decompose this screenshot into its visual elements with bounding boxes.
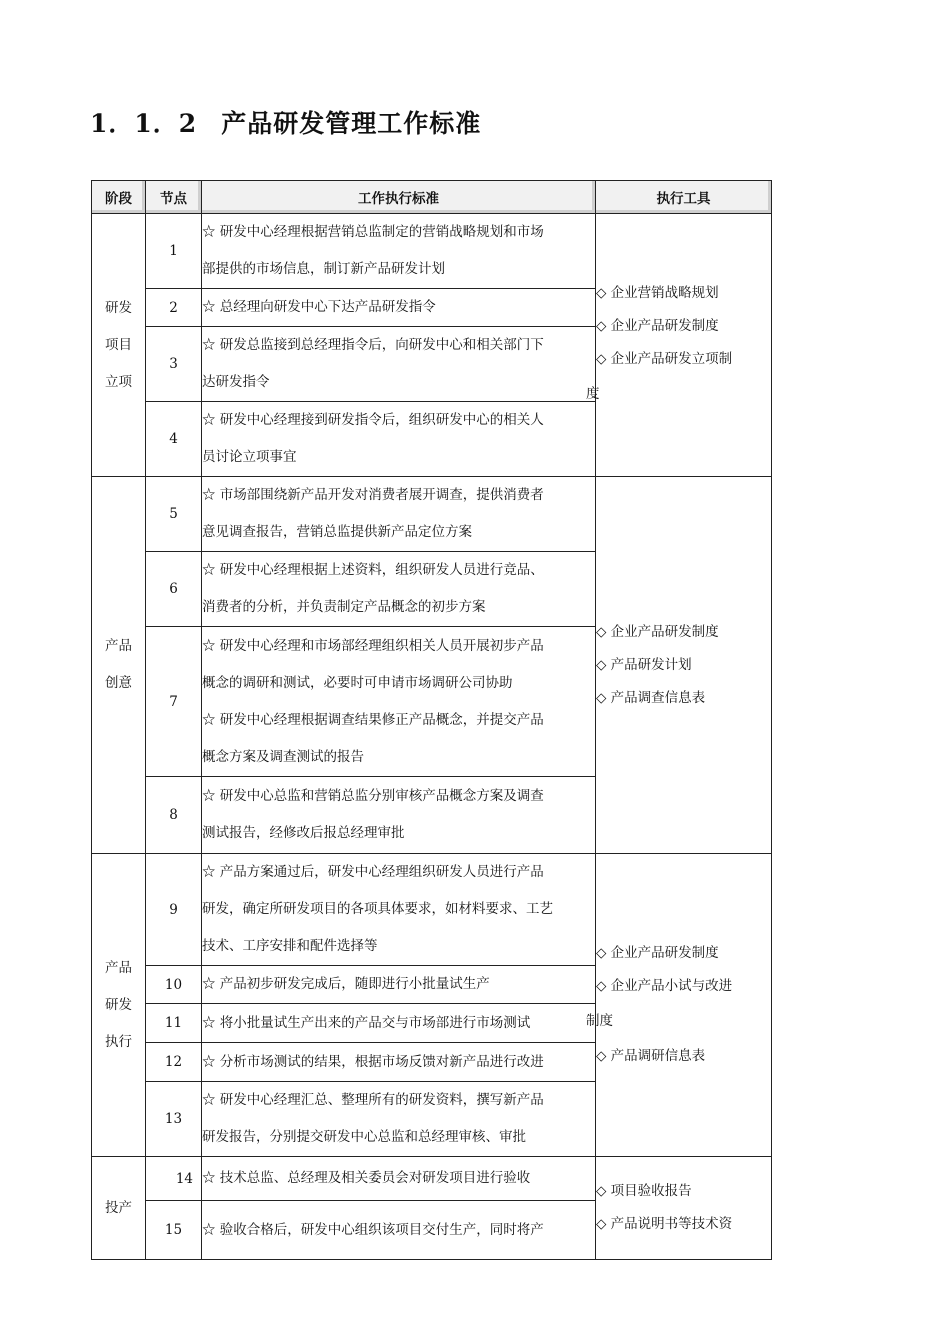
tools-cell: ◇ 项目验收报告 ◇ 产品说明书等技术资 (596, 1157, 772, 1260)
node-number: 14 (146, 1157, 202, 1201)
node-number: 3 (146, 327, 202, 402)
header-standard: 工作执行标准 (202, 181, 596, 214)
stage-cell: 投产 (92, 1157, 146, 1260)
stage-cell: 研发 项目 立项 (92, 214, 146, 477)
table-row (92, 477, 772, 552)
standard-text: ☆ 产品方案通过后，研发中心经理组织研发人员进行产品 研发，确定所研发项目的各项具体要求，如材料要求、工艺 技术、工序安排和配件选择等 (202, 854, 596, 966)
node-number: 15 (146, 1201, 202, 1260)
node-number: 6 (146, 552, 202, 627)
node-number: 7 (146, 627, 202, 777)
node-number: 1 (146, 214, 202, 289)
node-number: 10 (146, 966, 202, 1004)
stage-cell: 产品 研发 执行 (92, 854, 146, 1157)
table-row (92, 1157, 772, 1201)
node-number: 8 (146, 777, 202, 854)
node-number: 2 (146, 289, 202, 327)
header-stage: 阶段 (92, 181, 146, 214)
standard-text: ☆ 研发中心经理根据营销总监制定的营销战略规划和市场 部提供的市场信息，制订新产品研发计划 (202, 214, 596, 289)
standard-text: ☆ 总经理向研发中心下达产品研发指令 (202, 289, 596, 327)
table-header-row (92, 181, 772, 214)
standard-text: ☆ 研发中心经理汇总、整理所有的研发资料，撰写新产品 研发报告，分别提交研发中心总监和总经理审核、审批 (202, 1082, 596, 1157)
tools-cell: ◇ 企业产品研发制度 ◇ 企业产品小试与改进 制度 ◇ 产品调研信息表 (596, 854, 772, 1157)
standard-text: ☆ 将小批量试生产出来的产品交与市场部进行市场测试 (202, 1004, 596, 1043)
standard-text: ☆ 分析市场测试的结果，根据市场反馈对新产品进行改进 (202, 1043, 596, 1082)
table-row (92, 214, 772, 289)
standard-text: ☆ 研发总监接到总经理指令后，向研发中心和相关部门下 达研发指令 (202, 327, 596, 402)
stage-cell: 产品 创意 (92, 477, 146, 854)
header-node: 节点 (146, 181, 202, 214)
standard-text: ☆ 市场部围绕新产品开发对消费者展开调查，提供消费者 意见调查报告，营销总监提供新产品定位方案 (202, 477, 596, 552)
standard-text: ☆ 研发中心经理接到研发指令后，组织研发中心的相关人 员讨论立项事宜 (202, 402, 596, 477)
section-title (90, 104, 481, 140)
standard-text: ☆ 技术总监、总经理及相关委员会对研发项目进行验收 (202, 1157, 596, 1201)
standard-text: ☆ 研发中心总监和营销总监分别审核产品概念方案及调查 测试报告，经修改后报总经理审批 (202, 777, 596, 854)
table-row (92, 854, 772, 966)
section-number: 1．1．2 (90, 109, 198, 138)
standard-text: ☆ 研发中心经理根据上述资料，组织研发人员进行竞品、 消费者的分析，并负责制定产品概念的初步方案 (202, 552, 596, 627)
node-number: 9 (146, 854, 202, 966)
node-number: 13 (146, 1082, 202, 1157)
node-number: 12 (146, 1043, 202, 1082)
tools-cell: ◇ 企业产品研发制度 ◇ 产品研发计划 ◇ 产品调查信息表 (596, 477, 772, 854)
node-number: 4 (146, 402, 202, 477)
tools-cell: ◇ 企业营销战略规划 ◇ 企业产品研发制度 ◇ 企业产品研发立项制 度 (596, 214, 772, 477)
standard-text: ☆ 验收合格后，研发中心组织该项目交付生产，同时将产 (202, 1201, 596, 1260)
node-number: 11 (146, 1004, 202, 1043)
standard-text: ☆ 研发中心经理和市场部经理组织相关人员开展初步产品 概念的调研和测试，必要时可申请市场调研公司协助 ☆ 研发中心经理根据调查结果修正产品概念，并提交产品 概念方案及调查测试的报告 (202, 627, 596, 777)
standard-text: ☆ 产品初步研发完成后，随即进行小批量试生产 (202, 966, 596, 1004)
work-standard-table (91, 180, 772, 1260)
node-number: 5 (146, 477, 202, 552)
section-heading: 产品研发管理工作标准 (221, 109, 482, 138)
header-tools: 执行工具 (596, 181, 772, 214)
